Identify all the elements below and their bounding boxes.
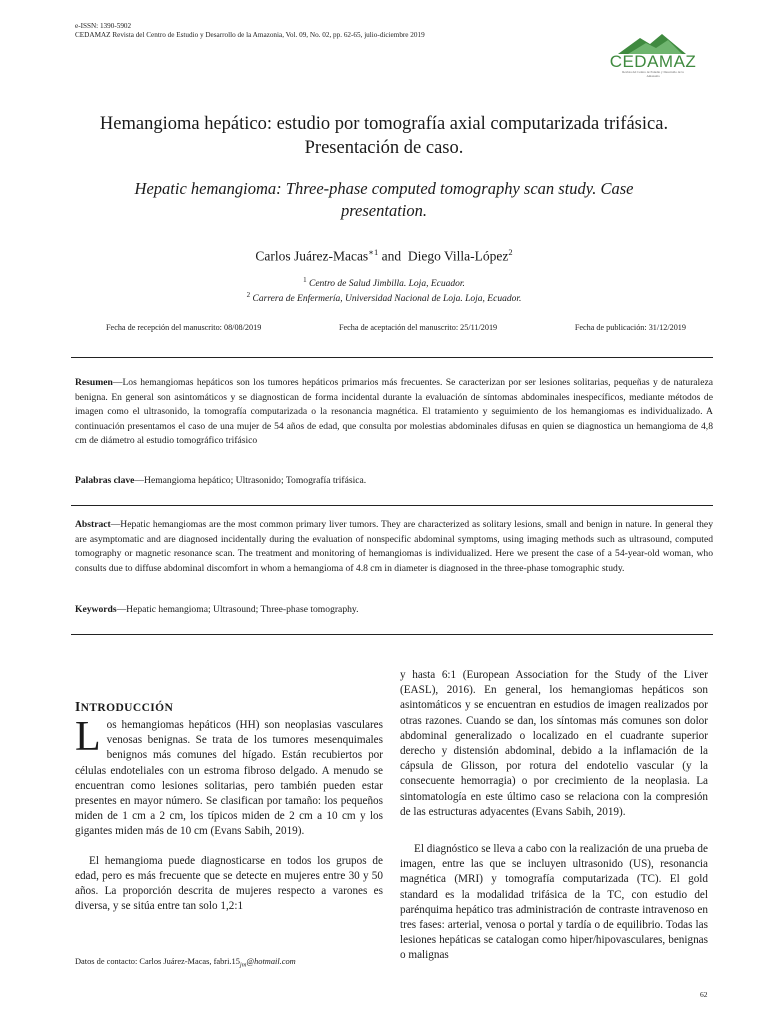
title-spanish-line2: Presentación de caso. [304,138,464,158]
section-rest: NTRODUCCIÓN [80,702,174,714]
journal-citation: CEDAMAZ Revista del Centro de Estudio y Desarrollo de la Amazonia, Vol. 09, No. 02, pp. 62-65, julio-diciembre 2019 [75,31,425,39]
title-english-line1: Hepatic hemangioma: Three-phase computed tomography scan study. Case [134,179,634,198]
date-published: Fecha de publicación: 31/12/2019 [574,323,686,332]
divider-middle [71,505,713,506]
contact-footnote [75,957,296,969]
affiliation-1-text: Centro de Salud Jimbilla. Loja, Ecuador. [309,279,465,290]
abstract-text: —Hepatic hemangiomas are the most common primary liver tumors. They are characterized as solitary lesions, small and benign in nature. In general they are asymptomatic and are diagnosed incidentally during the evaluation of nonspecific abdominal symptoms, using imaging methods such as ultrasound, computed tomography or magnetic resonance scan. The treatment and monitoring of hemangiomas is individualized. Here we present the case of a 54-year-old woman, who consults due to diffuse abdominal discomfort in whom a hemangioma of 4.8 cm in diameter is diagnosed in the three-phase tomographic study. [75,519,713,574]
contact-email-suffix: @hotmail.com [246,957,296,966]
title-english [50,178,718,222]
divider-top [71,357,713,358]
authors-and: and [381,248,402,264]
left-column [75,714,383,914]
manuscript-dates [106,323,686,332]
affiliation-1 [50,276,718,289]
right-paragraph-1: y hasta 6:1 (European Association for the Study of the Liver (EASL), 2016). En general, los hemangiomas hepáticos son asintomáticos y se encuentran en estudios de imagen realizados por otras razones. Cuando se dan, los síntomas más comunes son dolor abdominal generalizado o localizado en el cuadrante superior derecho y distensión abdominal, debido a la inflamación de la cápsula de Glisson, por rotura del endotelio vascular (y la consecuente hemorragia) o por crecimiento de la neoplasia. La sintomatología en este último caso se relaciona con la compresión de las estructuras adyacentes (Evans Sabih, 2019). [400,669,708,818]
author-1: Carlos Juárez-Macas [255,248,369,264]
resumen-label: Resumen [75,377,113,388]
page-number: 62 [700,990,708,999]
right-paragraph-2: El diagnóstico se lleva a cabo con la realización de una prueba de imagen, entre las que se incluyen ultrasonido (US), resonancia magnética (MRI) y tomografía computarizada (TC). El gold standard es la modalidad trifásica de la TC, con estudio del parénquima hepático tras administración de contraste intravenoso en tres fases: arterial, venosa o portal y tardía o de equilibrio. Todas las lesiones hepáticas se catalogan como hiper/hipovasculares, benignas o malignas [400,843,708,962]
affiliation-2-sup: 2 [246,291,251,299]
journal-header [75,22,425,40]
abstract-label: Abstract [75,519,111,530]
affiliation-2-text: Carrera de Enfermería, Universidad Nacional de Loja. Loja, Ecuador. [252,294,522,305]
title-spanish [50,112,718,160]
logo-subtitle: Revista del Centro de Estudio y Desarrollo de la Amazonía [622,70,684,78]
authors [50,247,718,265]
right-column [400,668,708,964]
divider-bottom [71,634,713,635]
author-2: Diego Villa-López [407,248,509,264]
contact-sub: jm [239,961,247,969]
palabras-clave [75,474,713,489]
author-2-sup: 2 [508,247,513,257]
keywords-label: Keywords [75,604,117,615]
title-spanish-line1: Hemangioma hepático: estudio por tomografía axial computarizada trifásica. [99,114,669,134]
logo-text: CEDAMAZ [609,52,697,71]
affiliation-2 [50,291,718,304]
resumen-text: —Los hemangiomas hepáticos son los tumores hepáticos primarios más frecuentes. Se caracterizan por ser lesiones solitarias, pequeñas y de naturaleza benigna. En general son asintomáticos y se diagnostican de forma incidental durante la evaluación de síntomas abdominales inespecíficos, mediante métodos de imagen como el ultrasonido, la tomografía computarizada o la resonancia magnética. El tratamiento y seguimiento de los hemangiomas es individualizado. A continuación presentamos el caso de una mujer de 54 años de edad, que consulta por molestias abdominales difusas en quien se diagnostica un hemangioma de 4,8 cm de diámetro al estudio tomográfico trifásico [75,377,713,447]
abstract [75,518,713,576]
palabras-label: Palabras clave [75,475,135,486]
contact-prefix: Datos de contacto: Carlos Juárez-Macas, fabri.15 [75,957,240,966]
left-paragraph-1-text: os hemangiomas hepáticos (HH) son neoplasias vasculares venosas benignas. Se trata de los tumores mesenquimales benignos más comunes del hígado. Están recubiertos por células endoteliales con un estroma fibroso delgado. A menudo se encuentran como lesiones solitarias, pero también pueden estar presentes en mayor número. Se clasifican por tamaño: los pequeños miden de 1 cm a 2 cm, los típicos miden de 2 cm a 10 cm y los gigantes miden más de 10 cm (Evans Sabih, 2019). [75,719,383,838]
section-first-letter: I [75,699,81,714]
keywords-text: —Hepatic hemangioma; Ultrasound; Three-phase tomography. [116,604,359,615]
cedamaz-logo [598,30,708,78]
issn: e-ISSN: 1390-5902 [75,22,132,30]
palabras-text: —Hemangioma hepático; Ultrasonido; Tomografía trifásica. [134,475,367,486]
dropcap: L [75,714,101,760]
title-english-line2: presentation. [340,201,427,220]
section-heading-introduccion [75,699,173,715]
left-paragraph-1 [75,714,383,840]
date-accepted: Fecha de aceptación del manuscrito: 25/11/2019 [338,323,498,332]
date-received: Fecha de recepción del manuscrito: 08/08/2019 [106,323,262,332]
author-1-sup: ∗1 [368,247,379,257]
resumen [75,376,713,449]
left-paragraph-2: El hemangioma puede diagnosticarse en todos los grupos de edad, pero es más frecuente que se detecte en mujeres entre 30 y 50 años. La proporción descrita de mujeres respecto a varones es diversa, y se sitúa entre tan solo 1,2:1 [75,854,383,913]
keywords [75,603,713,618]
affiliation-1-sup: 1 [303,276,307,284]
